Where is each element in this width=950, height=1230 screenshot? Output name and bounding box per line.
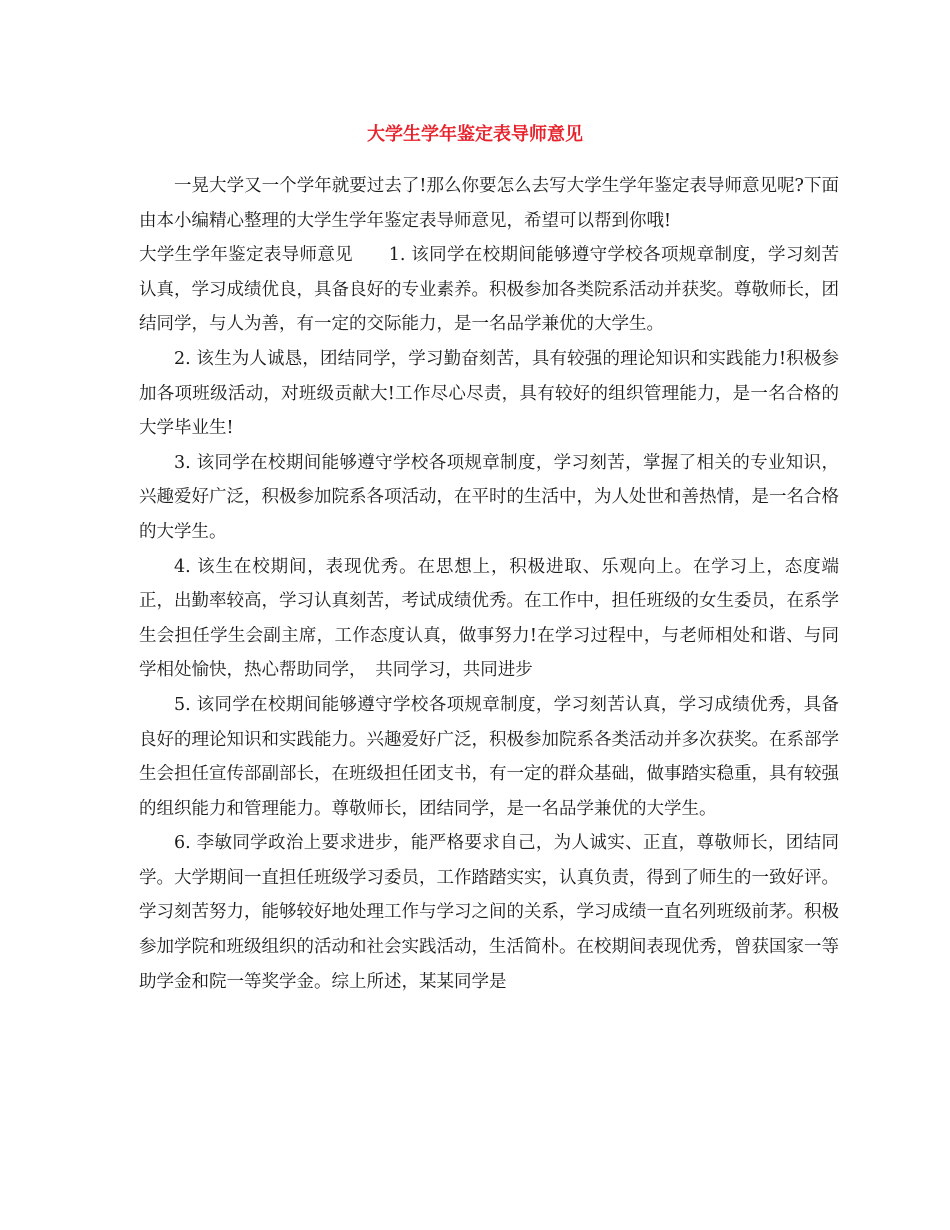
paragraph-6: 6. 李敏同学政治上要求进步，能严格要求自己，为人诚实、正直，尊敬师长，团结同学。大学期间一直担任班级学习委员，工作踏踏实实，认真负责，得到了师生的一致好评。学习刻苦努力，能够较好地处理工作与学习之间的关系，学习成绩一直名列班级前茅。积极参加学院和班级组织的活动和社会实践活动，生活简朴。在校期间表现优秀，曾获国家一等助学金和院一等奖学金。综上所述，某某同学是 [139,833,839,992]
paragraph-5: 5. 该同学在校期间能够遵守学校各项规章制度，学习刻苦认真，学习成绩优秀，具备良好的理论知识和实践能力。兴趣爱好广泛，积极参加院系各类活动并多次获奖。在系部学生会担任宣传部副部长，在班级担任团支书，有一定的群众基础，做事踏实稳重，具有较强的组织能力和管理能力。尊敬师长，团结同学，是一名品学兼优的大学生。 [139,694,839,819]
paragraph-2: 2. 该生为人诚恳，团结同学，学习勤奋刻苦，具有较强的理论知识和实践能力!积极参加各项班级活动，对班级贡献大!工作尽心尽责，具有较好的组织管理能力，是一名合格的大学毕业生! [139,348,839,439]
paragraph-3: 3. 该同学在校期间能够遵守学校各项规章制度，学习刻苦，掌握了相关的专业知识，兴趣爱好广泛，积极参加院系各项活动，在平时的生活中，为人处世和善热情，是一名合格的大学生。 [139,452,839,542]
paragraph-1: 大学生学年鉴定表导师意见 1. 该同学在校期间能够遵守学校各项规章制度，学习刻苦认真，学习成绩优良，具备良好的专业素养。积极参加各类院系活动并获奖。尊敬师长，团结同学，与人为善，有一定的交际能力，是一名品学兼优的大学生。 [139,245,839,335]
document-body [139,169,839,999]
paragraph-4: 4. 该生在校期间，表现优秀。在思想上，积极进取、乐观向上。在学习上，态度端正，出勤率较高，学习认真刻苦，考试成绩优秀。在工作中，担任班级的女生委员，在系学生会担任学生会副主席，工作态度认真，做事努力!在学习过程中，与老师相处和谐、与同学相处愉快，热心帮助同学， 共同学习，共同进步 [139,556,839,681]
document-title: 大学生学年鉴定表导师意见 [367,124,583,145]
intro-paragraph: 一晃大学又一个学年就要过去了!那么你要怎么去写大学生学年鉴定表导师意见呢?下面由本小编精心整理的大学生学年鉴定表导师意见，希望可以帮到你哦! [139,176,839,231]
